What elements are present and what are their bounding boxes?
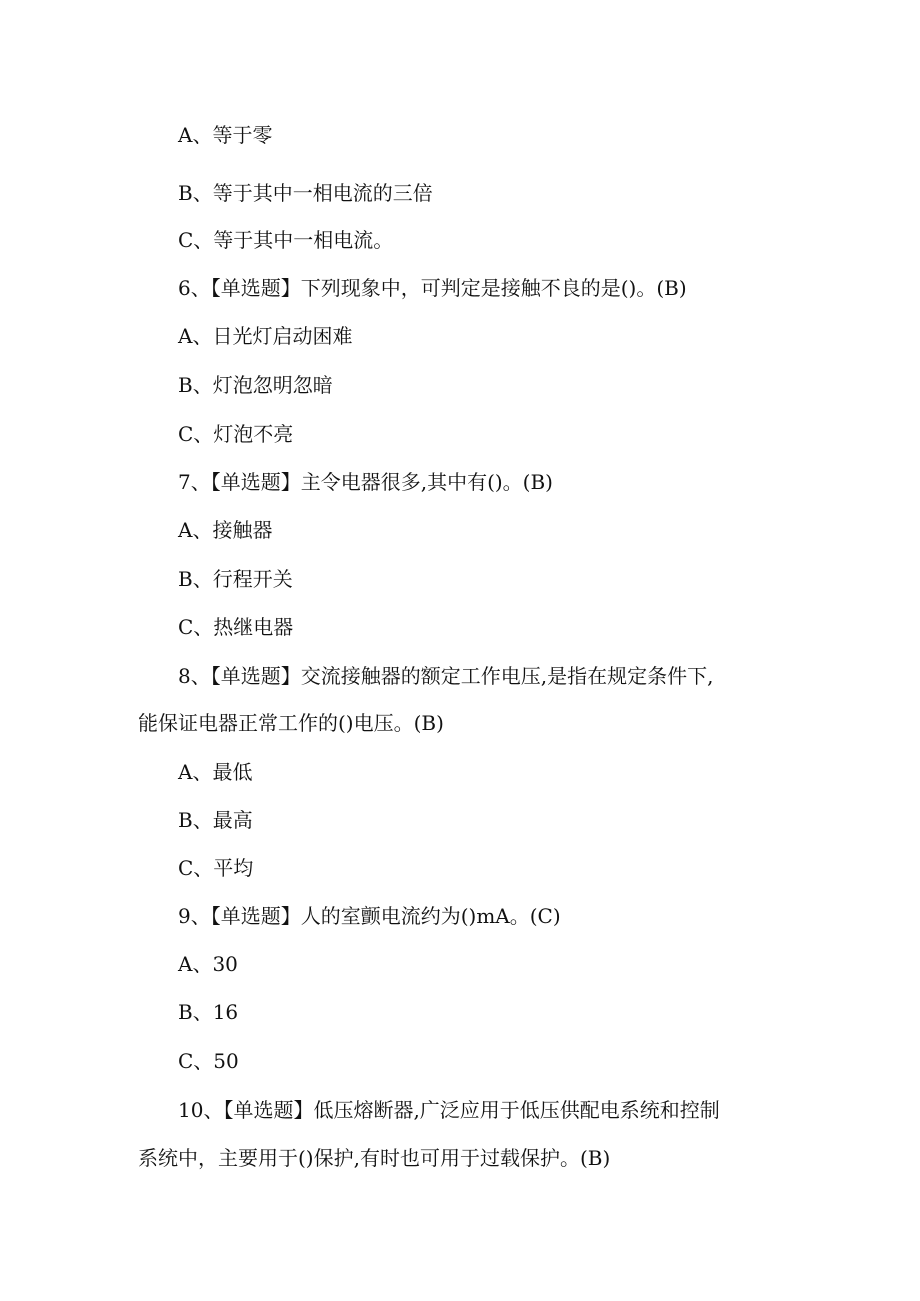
question-9: 9、【单选题】人的室颤电流约为()mA。(C)	[178, 904, 561, 928]
question-8-option-c: C、平均	[178, 856, 254, 880]
question-8-line-2: 能保证电器正常工作的()电压。(B)	[138, 711, 444, 735]
question-7-option-b: B、行程开关	[178, 567, 293, 591]
question-6-option-c: C、灯泡不亮	[178, 422, 294, 446]
option-c-text: C、等于其中一相电流。	[178, 228, 394, 252]
question-8-line-1: 8、【单选题】交流接触器的额定工作电压,是指在规定条件下,	[178, 664, 714, 688]
question-7: 7、【单选题】主令电器很多,其中有()。(B)	[178, 470, 553, 494]
question-9-option-b: B、16	[178, 1000, 239, 1024]
question-6-option-a: A、日光灯启动困难	[178, 324, 353, 348]
question-8-option-a: A、最低	[178, 760, 253, 784]
question-9-option-a: A、30	[178, 952, 238, 976]
option-b-text: B、等于其中一相电流的三倍	[178, 181, 433, 205]
question-8-option-b: B、最高	[178, 808, 253, 832]
question-6: 6、【单选题】下列现象中，可判定是接触不良的是()。(B)	[178, 276, 687, 300]
question-10-line-1: 10、【单选题】低压熔断器,广泛应用于低压供配电系统和控制	[178, 1098, 720, 1122]
question-7-option-c: C、热继电器	[178, 615, 294, 639]
question-9-option-c: C、50	[178, 1049, 239, 1073]
question-7-option-a: A、接触器	[178, 518, 273, 542]
option-a-text: A、等于零	[178, 123, 273, 147]
question-10-line-2: 系统中，主要用于()保护,有时也可用于过载保护。(B)	[138, 1146, 611, 1170]
question-6-option-b: B、灯泡忽明忽暗	[178, 373, 333, 397]
